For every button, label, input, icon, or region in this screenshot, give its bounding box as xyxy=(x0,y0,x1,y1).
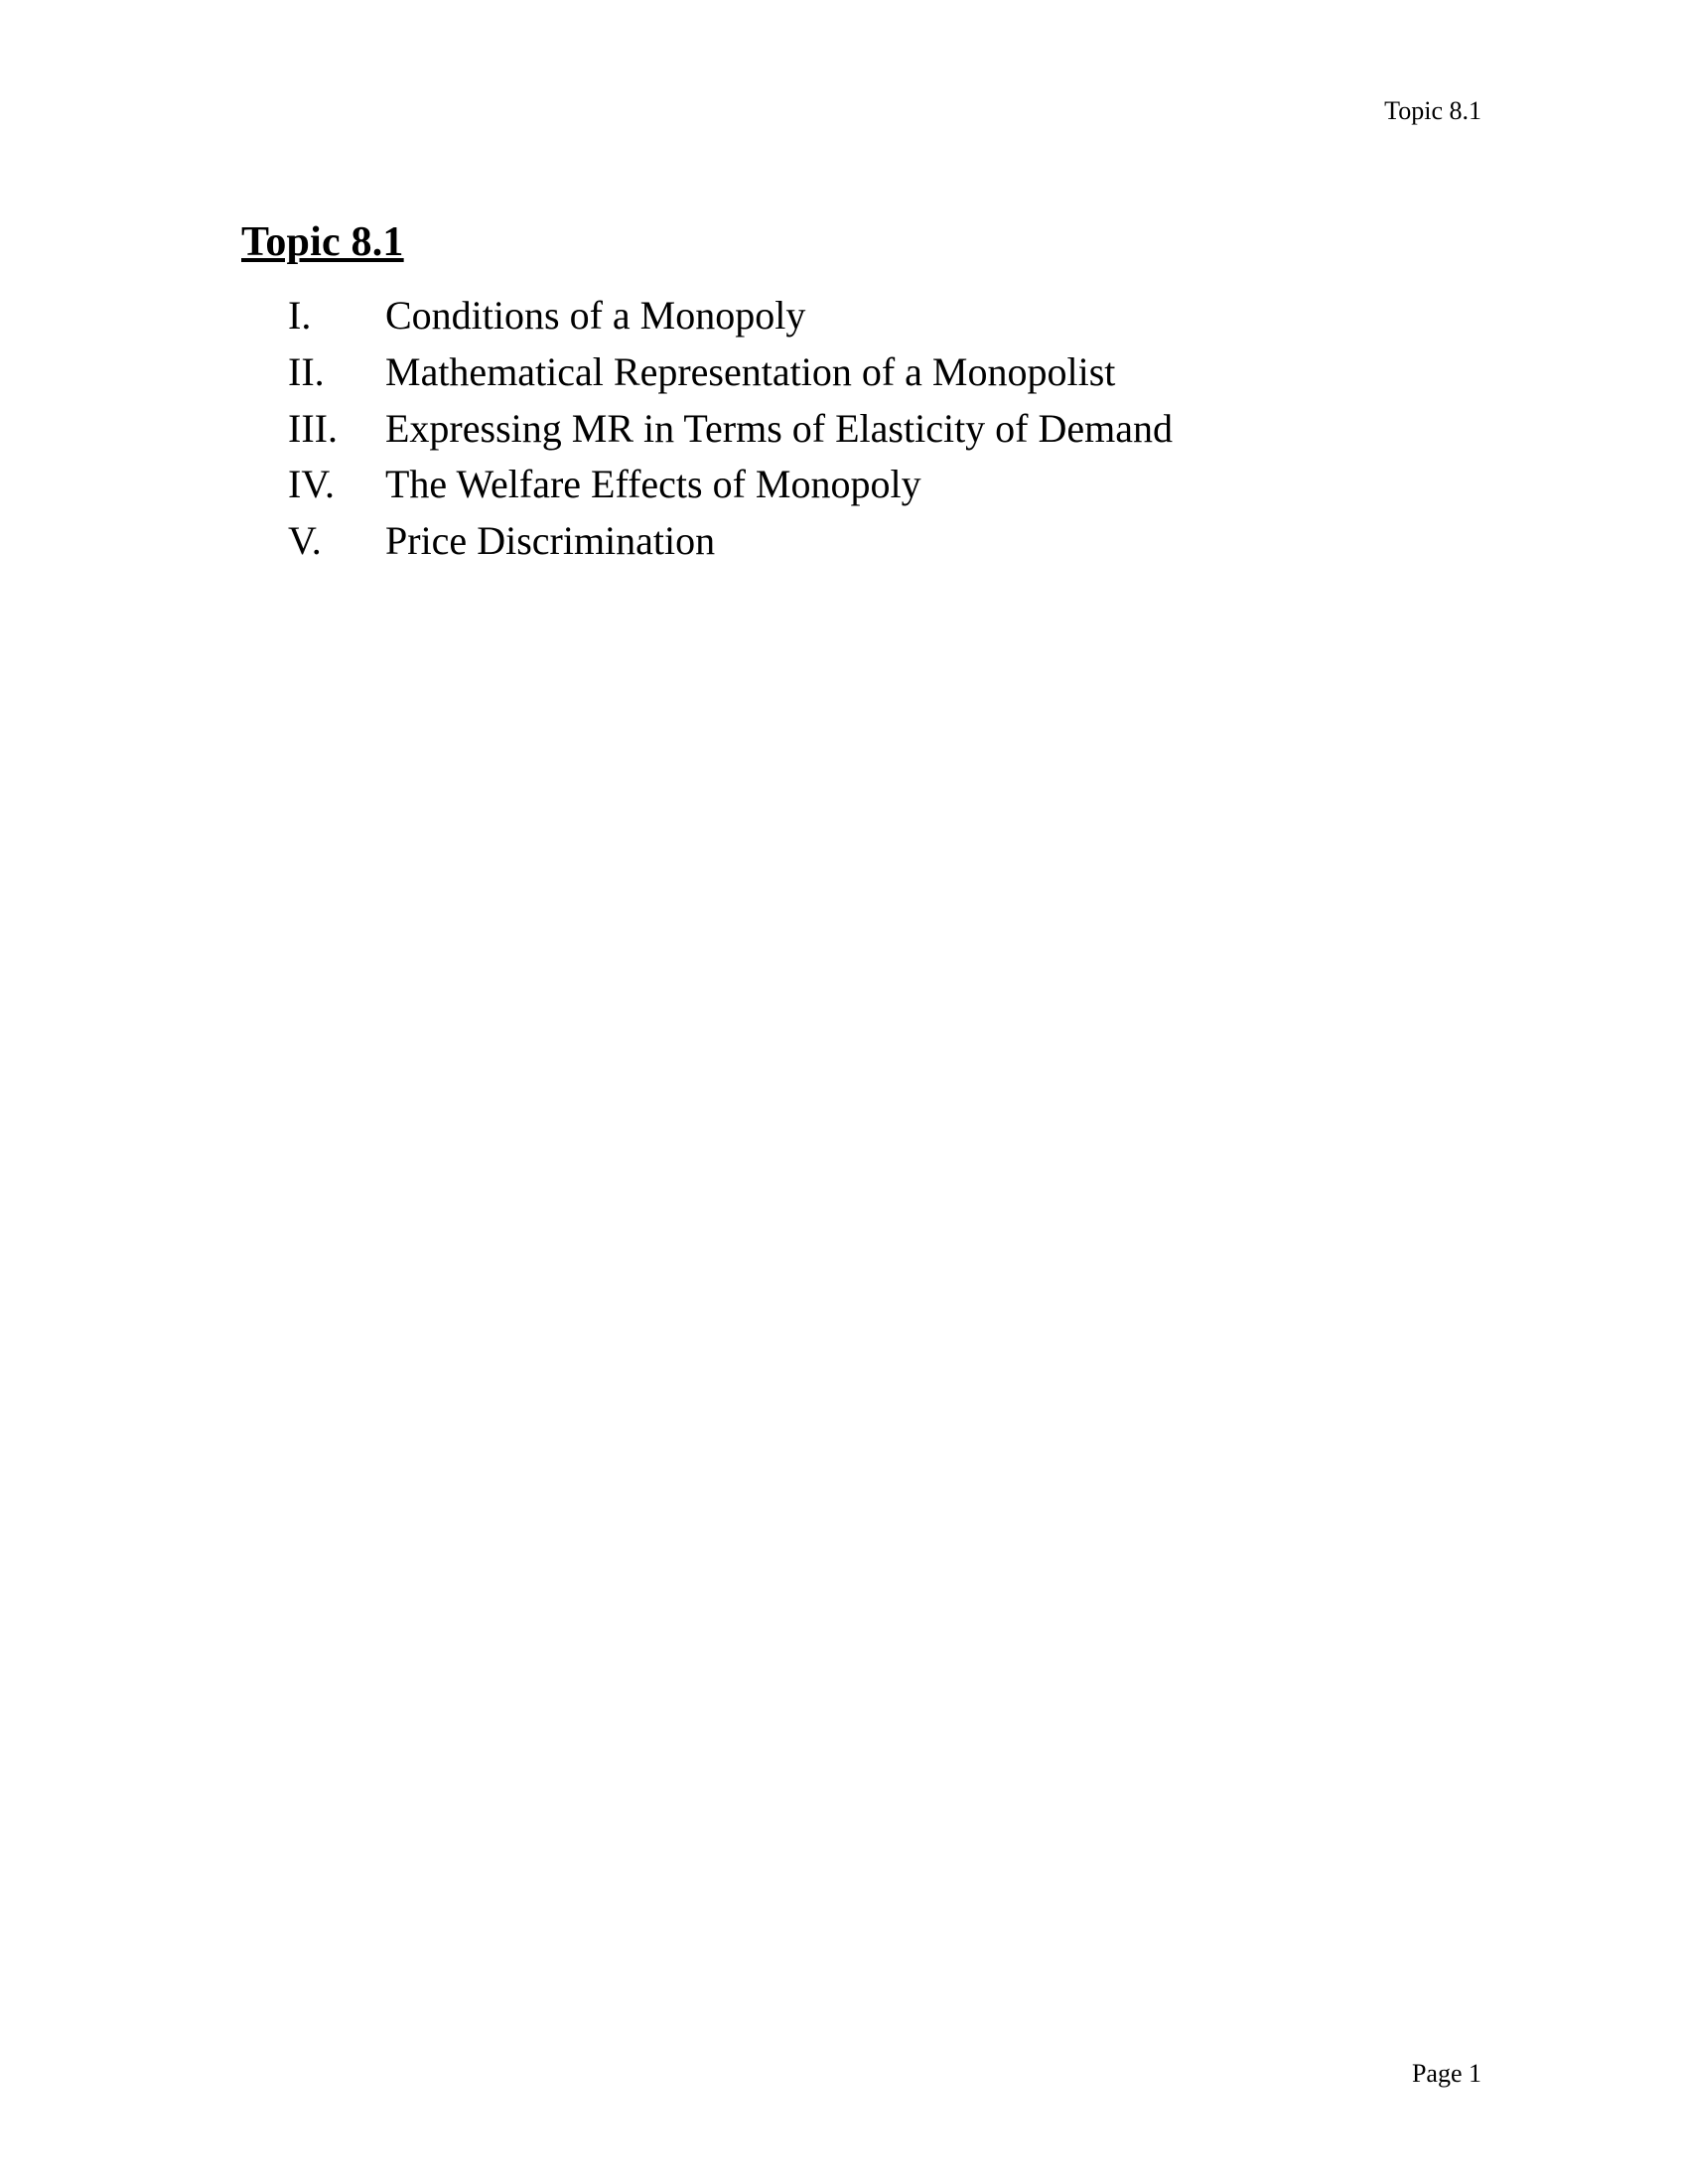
list-item-label: Price Discrimination xyxy=(385,518,716,564)
list-item-numeral: I. xyxy=(288,293,312,338)
list-item xyxy=(288,401,1430,458)
list-item-numeral: II. xyxy=(288,348,325,394)
list-item-numeral: V. xyxy=(288,518,322,564)
list-item-label: Mathematical Representation of a Monopolist xyxy=(385,348,1116,394)
list-item xyxy=(288,457,1430,513)
list-item-label: Conditions of a Monopoly xyxy=(385,293,806,338)
list-item-numeral: IV. xyxy=(288,462,336,507)
page-title: Topic 8.1 xyxy=(241,219,404,266)
list-item xyxy=(288,344,1430,401)
page-header: Topic 8.1 xyxy=(1384,96,1481,125)
outline-list xyxy=(288,288,1430,570)
list-item-numeral: III. xyxy=(288,405,338,451)
list-item-label: The Welfare Effects of Monopoly xyxy=(385,462,921,507)
list-item-label: Expressing MR in Terms of Elasticity of Demand xyxy=(385,405,1174,451)
list-item xyxy=(288,513,1430,570)
list-item xyxy=(288,288,1430,344)
page-footer: Page 1 xyxy=(1411,2058,1481,2088)
